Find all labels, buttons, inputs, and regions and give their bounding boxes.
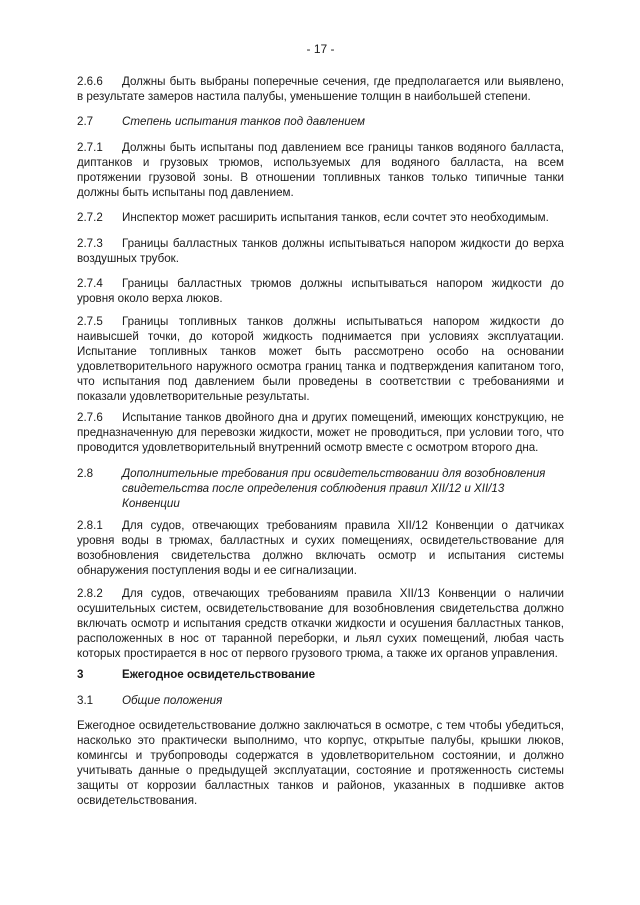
paragraph-number: 2.7.1 bbox=[77, 141, 103, 154]
paragraph-2-6-6 bbox=[77, 74, 564, 104]
paragraph-3-1-body bbox=[77, 718, 564, 809]
heading-2-8 bbox=[77, 466, 564, 511]
heading-text: Степень испытания танков под давлением bbox=[122, 115, 365, 128]
heading-number: 3.1 bbox=[77, 694, 94, 707]
page-number: - 17 - bbox=[306, 42, 335, 56]
paragraph-2-7-4 bbox=[77, 276, 564, 306]
paragraph-text: Границы балластных танков должны испытываться напором жидкости до верха воздушных трубок. bbox=[77, 237, 564, 266]
heading-number: 3 bbox=[77, 668, 84, 681]
paragraph-text: Границы балластных трюмов должны испытываться напором жидкости до уровня около верха люков. bbox=[77, 277, 564, 306]
paragraph-number: 2.7.6 bbox=[77, 411, 103, 424]
paragraph-number: 2.7.4 bbox=[77, 277, 103, 290]
paragraph-2-7-1 bbox=[77, 140, 564, 200]
paragraph-text: Ежегодное освидетельствование должно заключаться в осмотре, с тем чтобы убедиться, насколько это практически выполнимо, что корпус, открытые палубы, крышки люков, комингсы и трубопроводы содержатся в удовлетворительном состоянии, и должно учитывать данные о предыдущей эксплуатации, состояние и протяженность системы защиты от коррозии балластных танков и районов, указанных в подшивке актов освидетельствования. bbox=[77, 719, 564, 808]
paragraph-text: Должны быть испытаны под давлением все границы танков водяного балласта, диптанков и грузовых трюмов, используемых для водяного балласта, на всем протяжении грузовой зоны. В отношении топливных танков только типичные танки должны быть испытаны под давлением. bbox=[77, 141, 564, 200]
paragraph-text: Для судов, отвечающих требованиям правила XII/13 Конвенции о наличии осушительных систем, освидетельствование для возобновления свидетельства должно включать осмотр и испытания средств откачки жидкости и осушения балластных танков, расположенных в нос от таранной переборки, и льял сухих помещений, любая часть которых простирается в нос от первого грузового трюма, а также их органов управления. bbox=[77, 587, 564, 661]
paragraph-text: Для судов, отвечающих требованиям правила XII/12 Конвенции о датчиках уровня воды в трюмах, балластных и сухих помещениях, освидетельствование для возобновления свидетельства должно включать осмотр и испытания системы обнаружения поступления воды и ее сигнализации. bbox=[77, 519, 564, 578]
paragraph-2-8-2 bbox=[77, 586, 564, 661]
heading-number: 2.8 bbox=[77, 467, 94, 480]
heading-2-7 bbox=[77, 114, 564, 129]
paragraph-2-7-3 bbox=[77, 236, 564, 266]
paragraph-number: 2.8.1 bbox=[77, 519, 103, 532]
paragraph-2-7-6 bbox=[77, 410, 564, 455]
heading-3-1 bbox=[77, 693, 564, 708]
heading-text: Ежегодное освидетельствование bbox=[122, 668, 316, 681]
paragraph-2-7-5 bbox=[77, 314, 564, 405]
paragraph-number: 2.7.3 bbox=[77, 237, 103, 250]
paragraph-number: 2.6.6 bbox=[77, 75, 103, 88]
paragraph-number: 2.7.2 bbox=[77, 211, 103, 224]
heading-number: 2.7 bbox=[77, 115, 94, 128]
heading-3 bbox=[77, 667, 564, 682]
paragraph-text: Должны быть выбраны поперечные сечения, где предполагается или выявлено, в результате замеров настила палубы, уменьшение толщин в наибольшей степени. bbox=[77, 75, 564, 104]
paragraph-2-8-1 bbox=[77, 518, 564, 578]
paragraph-number: 2.7.5 bbox=[77, 315, 103, 328]
paragraph-number: 2.8.2 bbox=[77, 587, 103, 600]
paragraph-2-7-2 bbox=[77, 210, 564, 225]
heading-text: Дополнительные требования при освидетельствовании для возобновления свидетельства после определения соблюдения правил XII/12 и XII/13 Конвенции bbox=[122, 467, 546, 511]
paragraph-text: Испытание танков двойного дна и других помещений, имеющих конструкцию, не предназначенную для перевозки жидкости, может не проводиться, при условии того, что проводится удовлетворительный внутренний осмотр вместе с осмотром второго дна. bbox=[77, 411, 564, 455]
heading-text: Общие положения bbox=[122, 694, 223, 707]
paragraph-text: Границы топливных танков должны испытываться напором жидкости до наивысшей точки, до которой жидкость поднимается при условиях эксплуатации. Испытание топливных танков может быть рассмотрено особо на основании удовлетворительного наружного осмотра границ танка и подтверждения капитаном того, что испытания под давлением были проведены в соответствии с требованиями и показали удовлетворительные результаты. bbox=[77, 315, 564, 404]
paragraph-text: Инспектор может расширить испытания танков, если сочтет это необходимым. bbox=[122, 211, 549, 224]
